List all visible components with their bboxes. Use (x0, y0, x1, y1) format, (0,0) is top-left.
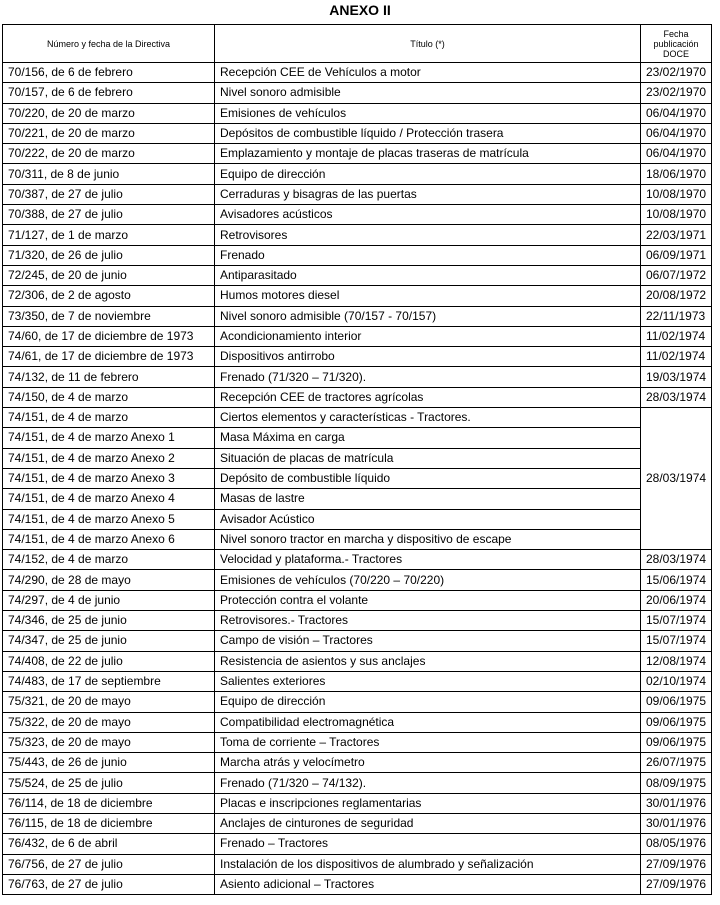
annex-title: ANEXO II (329, 2, 391, 18)
table-row (3, 590, 712, 610)
cell-directiva: 72/306, de 2 de agosto (3, 286, 215, 306)
cell-directiva: 76/115, de 18 de diciembre (3, 813, 215, 833)
cell-fecha: 06/04/1970 (641, 103, 712, 123)
cell-directiva: 74/151, de 4 de marzo Anexo 2 (3, 448, 215, 468)
cell-titulo: Emisiones de vehículos (70/220 – 70/220) (215, 570, 641, 590)
table-row (3, 874, 712, 894)
cell-directiva: 70/311, de 8 de junio (3, 164, 215, 184)
cell-titulo: Resistencia de asientos y sus anclajes (215, 651, 641, 671)
header-directiva: Número y fecha de la Directiva (3, 25, 215, 63)
cell-directiva: 71/127, de 1 de marzo (3, 225, 215, 245)
cell-fecha: 30/01/1976 (641, 813, 712, 833)
cell-fecha: 20/08/1972 (641, 286, 712, 306)
table-row (3, 570, 712, 590)
table-row (3, 732, 712, 752)
cell-directiva: 76/756, de 27 de julio (3, 854, 215, 874)
table-row (3, 468, 712, 488)
cell-titulo: Marcha atrás y velocímetro (215, 753, 641, 773)
cell-fecha: 23/02/1970 (641, 63, 712, 83)
cell-directiva: 74/151, de 4 de marzo Anexo 3 (3, 468, 215, 488)
table-row (3, 63, 712, 83)
cell-fecha: 08/05/1976 (641, 834, 712, 854)
table-row (3, 753, 712, 773)
cell-titulo: Compatibilidad electromagnética (215, 712, 641, 732)
table-row (3, 245, 712, 265)
cell-directiva: 75/321, de 20 de mayo (3, 692, 215, 712)
table-row (3, 144, 712, 164)
cell-titulo: Velocidad y plataforma.- Tractores (215, 550, 641, 570)
cell-titulo: Equipo de dirección (215, 692, 641, 712)
table-row (3, 489, 712, 509)
cell-directiva: 70/220, de 20 de marzo (3, 103, 215, 123)
cell-directiva: 70/221, de 20 de marzo (3, 123, 215, 143)
table-row (3, 326, 712, 346)
cell-titulo: Asiento adicional – Tractores (215, 874, 641, 894)
cell-titulo: Placas e inscripciones reglamentarias (215, 793, 641, 813)
cell-titulo: Ciertos elementos y características - Tractores. (215, 408, 641, 428)
cell-titulo: Retrovisores (215, 225, 641, 245)
cell-directiva: 70/156, de 6 de febrero (3, 63, 215, 83)
cell-titulo: Retrovisores.- Tractores (215, 611, 641, 631)
table-row (3, 347, 712, 367)
table-row (3, 793, 712, 813)
cell-directiva: 75/443, de 26 de junio (3, 753, 215, 773)
cell-directiva: 71/320, de 26 de julio (3, 245, 215, 265)
table-row (3, 854, 712, 874)
cell-directiva: 74/60, de 17 de diciembre de 1973 (3, 326, 215, 346)
table-row (3, 509, 712, 529)
cell-fecha: 09/06/1975 (641, 692, 712, 712)
cell-titulo: Recepción CEE de tractores agrícolas (215, 387, 641, 407)
cell-directiva: 74/61, de 17 de diciembre de 1973 (3, 347, 215, 367)
cell-fecha: 06/09/1971 (641, 245, 712, 265)
cell-titulo: Antiparasitado (215, 265, 641, 285)
table-row (3, 103, 712, 123)
cell-fecha: 22/11/1973 (641, 306, 712, 326)
cell-directiva: 76/114, de 18 de diciembre (3, 793, 215, 813)
cell-titulo: Dispositivos antirrobo (215, 347, 641, 367)
cell-titulo: Frenado – Tractores (215, 834, 641, 854)
cell-directiva: 74/483, de 17 de septiembre (3, 671, 215, 691)
cell-fecha: 08/09/1975 (641, 773, 712, 793)
table-row (3, 631, 712, 651)
table-row (3, 529, 712, 549)
table-row (3, 773, 712, 793)
cell-fecha: 11/02/1974 (641, 326, 712, 346)
cell-titulo: Instalación de los dispositivos de alumbrado y señalización (215, 854, 641, 874)
cell-directiva: 74/151, de 4 de marzo Anexo 4 (3, 489, 215, 509)
table-row (3, 387, 712, 407)
header-fecha: Fecha publicación DOCE (641, 25, 712, 63)
table-row (3, 692, 712, 712)
cell-fecha: 27/09/1976 (641, 874, 712, 894)
cell-titulo: Protección contra el volante (215, 590, 641, 610)
cell-fecha: 11/02/1974 (641, 347, 712, 367)
directives-table (2, 24, 712, 895)
cell-titulo: Masas de lastre (215, 489, 641, 509)
cell-titulo: Frenado (215, 245, 641, 265)
table-row (3, 408, 712, 428)
cell-directiva: 74/151, de 4 de marzo Anexo 5 (3, 509, 215, 529)
table-body (3, 63, 712, 895)
cell-directiva: 74/408, de 22 de julio (3, 651, 215, 671)
cell-titulo: Nivel sonoro admisible (70/157 - 70/157) (215, 306, 641, 326)
cell-fecha: 10/08/1970 (641, 205, 712, 225)
cell-directiva: 74/151, de 4 de marzo Anexo 6 (3, 529, 215, 549)
cell-titulo: Humos motores diesel (215, 286, 641, 306)
table-row (3, 184, 712, 204)
table-row (3, 611, 712, 631)
cell-fecha: 06/04/1970 (641, 123, 712, 143)
cell-titulo: Cerraduras y bisagras de las puertas (215, 184, 641, 204)
cell-directiva: 75/524, de 25 de julio (3, 773, 215, 793)
table-row (3, 550, 712, 570)
cell-titulo: Acondicionamiento interior (215, 326, 641, 346)
cell-fecha: 09/06/1975 (641, 712, 712, 732)
cell-titulo: Frenado (71/320 – 71/320). (215, 367, 641, 387)
cell-directiva: 74/152, de 4 de marzo (3, 550, 215, 570)
cell-directiva: 74/297, de 4 de junio (3, 590, 215, 610)
table-row (3, 813, 712, 833)
cell-directiva: 70/388, de 27 de julio (3, 205, 215, 225)
cell-fecha: 23/02/1970 (641, 83, 712, 103)
table-row (3, 428, 712, 448)
cell-directiva: 73/350, de 7 de noviembre (3, 306, 215, 326)
table-row (3, 123, 712, 143)
cell-titulo: Depósito de combustible líquido (215, 468, 641, 488)
cell-titulo: Toma de corriente – Tractores (215, 732, 641, 752)
table-row (3, 834, 712, 854)
cell-fecha: 30/01/1976 (641, 793, 712, 813)
table-row (3, 225, 712, 245)
table-row (3, 205, 712, 225)
cell-fecha: 22/03/1971 (641, 225, 712, 245)
table-row (3, 651, 712, 671)
cell-fecha: 15/06/1974 (641, 570, 712, 590)
cell-titulo: Situación de placas de matrícula (215, 448, 641, 468)
cell-fecha: 06/04/1970 (641, 144, 712, 164)
cell-directiva: 74/151, de 4 de marzo Anexo 1 (3, 428, 215, 448)
cell-directiva: 74/290, de 28 de mayo (3, 570, 215, 590)
table-header-row (3, 25, 712, 63)
cell-titulo: Avisador Acústico (215, 509, 641, 529)
cell-titulo: Anclajes de cinturones de seguridad (215, 813, 641, 833)
cell-fecha: 27/09/1976 (641, 854, 712, 874)
cell-directiva: 70/222, de 20 de marzo (3, 144, 215, 164)
cell-titulo: Avisadores acústicos (215, 205, 641, 225)
cell-fecha: 20/06/1974 (641, 590, 712, 610)
cell-fecha: 02/10/1974 (641, 671, 712, 691)
cell-fecha: 15/07/1974 (641, 631, 712, 651)
table-row (3, 671, 712, 691)
cell-titulo: Masa Máxima en carga (215, 428, 641, 448)
cell-titulo: Nivel sonoro tractor en marcha y dispositivo de escape (215, 529, 641, 549)
cell-directiva: 70/157, de 6 de febrero (3, 83, 215, 103)
table-row (3, 306, 712, 326)
cell-titulo: Salientes exteriores (215, 671, 641, 691)
cell-titulo: Recepción CEE de Vehículos a motor (215, 63, 641, 83)
cell-directiva: 75/323, de 20 de mayo (3, 732, 215, 752)
cell-titulo: Equipo de dirección (215, 164, 641, 184)
table-row (3, 367, 712, 387)
cell-titulo: Emisiones de vehículos (215, 103, 641, 123)
table-row (3, 265, 712, 285)
cell-fecha: 15/07/1974 (641, 611, 712, 631)
cell-directiva: 74/151, de 4 de marzo (3, 408, 215, 428)
table-row (3, 448, 712, 468)
header-titulo: Título (*) (215, 25, 641, 63)
cell-fecha: 28/03/1974 (641, 550, 712, 570)
cell-directiva: 76/763, de 27 de julio (3, 874, 215, 894)
cell-titulo: Depósitos de combustible líquido / Protección trasera (215, 123, 641, 143)
cell-directiva: 74/132, de 11 de febrero (3, 367, 215, 387)
cell-directiva: 74/150, de 4 de marzo (3, 387, 215, 407)
cell-titulo: Nivel sonoro admisible (215, 83, 641, 103)
cell-directiva: 70/387, de 27 de julio (3, 184, 215, 204)
cell-fecha: 19/03/1974 (641, 367, 712, 387)
cell-directiva: 74/347, de 25 de junio (3, 631, 215, 651)
cell-fecha: 10/08/1970 (641, 184, 712, 204)
cell-fecha: 09/06/1975 (641, 732, 712, 752)
cell-directiva: 74/346, de 25 de junio (3, 611, 215, 631)
cell-fecha: 12/08/1974 (641, 651, 712, 671)
table-row (3, 164, 712, 184)
cell-fecha: 28/03/1974 (641, 387, 712, 407)
cell-titulo: Emplazamiento y montaje de placas traseras de matrícula (215, 144, 641, 164)
cell-fecha: 06/07/1972 (641, 265, 712, 285)
cell-directiva: 75/322, de 20 de mayo (3, 712, 215, 732)
cell-fecha-merged: 28/03/1974 (641, 408, 712, 550)
cell-fecha: 26/07/1975 (641, 753, 712, 773)
table-row (3, 712, 712, 732)
cell-titulo: Campo de visión – Tractores (215, 631, 641, 651)
table-row (3, 286, 712, 306)
cell-fecha: 18/06/1970 (641, 164, 712, 184)
table-row (3, 83, 712, 103)
cell-titulo: Frenado (71/320 – 74/132). (215, 773, 641, 793)
cell-directiva: 76/432, de 6 de abril (3, 834, 215, 854)
cell-directiva: 72/245, de 20 de junio (3, 265, 215, 285)
